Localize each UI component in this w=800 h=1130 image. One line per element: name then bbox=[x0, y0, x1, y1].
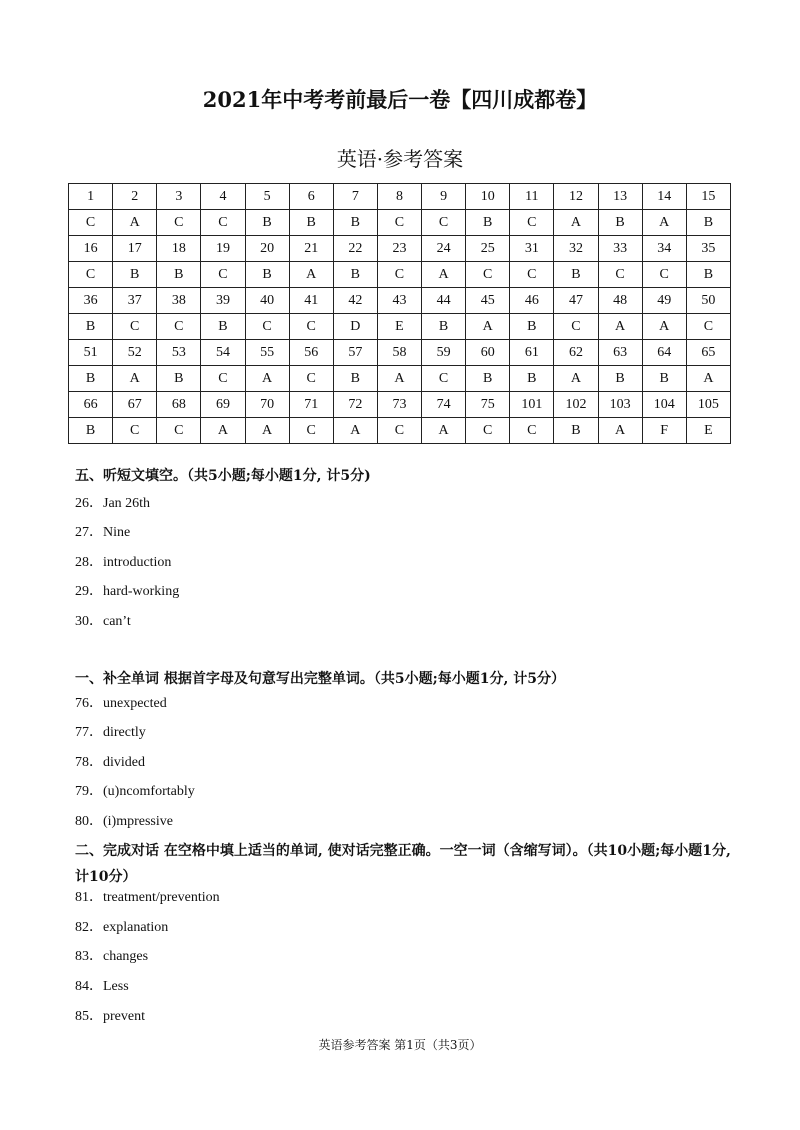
section-heading-dialogue-completion: 二、完成对话 在空格中填上适当的单词, 使对话完整正确。一空一词（含缩写词）。（共10小题;每小题1分, 计10分） bbox=[75, 843, 731, 885]
answer-cell: B bbox=[333, 262, 377, 288]
answer-cell: B bbox=[333, 366, 377, 392]
answer-cell: C bbox=[289, 314, 333, 340]
question-number-cell: 64 bbox=[642, 340, 686, 366]
question-number-cell: 46 bbox=[510, 288, 554, 314]
answer-cell: B bbox=[333, 210, 377, 236]
question-number-cell: 75 bbox=[466, 392, 510, 418]
question-number-cell: 14 bbox=[642, 184, 686, 210]
answer-row bbox=[69, 262, 731, 288]
question-number-cell: 35 bbox=[686, 236, 730, 262]
answer-table bbox=[68, 183, 731, 444]
list-item: 28．introduction bbox=[75, 555, 172, 570]
question-number-cell: 39 bbox=[201, 288, 245, 314]
question-number-cell: 1 bbox=[69, 184, 113, 210]
answer-cell: C bbox=[201, 366, 245, 392]
answer-cell: D bbox=[333, 314, 377, 340]
question-number-cell: 32 bbox=[554, 236, 598, 262]
answer-cell: B bbox=[245, 262, 289, 288]
list-item: 81．treatment/prevention bbox=[75, 890, 220, 905]
list-item: 80．(i)mpressive bbox=[75, 814, 173, 829]
answer-cell: E bbox=[686, 418, 730, 444]
answer-cell: B bbox=[598, 210, 642, 236]
question-number-cell: 54 bbox=[201, 340, 245, 366]
question-number-cell: 62 bbox=[554, 340, 598, 366]
answer-cell: C bbox=[201, 210, 245, 236]
question-number-cell: 55 bbox=[245, 340, 289, 366]
answer-cell: A bbox=[422, 418, 466, 444]
answer-cell: C bbox=[510, 210, 554, 236]
list-item: 26．Jan 26th bbox=[75, 496, 151, 511]
answer-cell: B bbox=[686, 210, 730, 236]
question-number-cell: 68 bbox=[157, 392, 201, 418]
answer-cell: A bbox=[686, 366, 730, 392]
answer-cell: A bbox=[642, 314, 686, 340]
question-number-cell: 104 bbox=[642, 392, 686, 418]
answer-cell: C bbox=[113, 418, 157, 444]
answer-cell: B bbox=[245, 210, 289, 236]
list-item: 77．directly bbox=[75, 725, 146, 740]
question-number-row bbox=[69, 184, 731, 210]
answer-cell: A bbox=[289, 262, 333, 288]
question-number-cell: 47 bbox=[554, 288, 598, 314]
question-number-cell: 57 bbox=[333, 340, 377, 366]
question-number-cell: 56 bbox=[289, 340, 333, 366]
answer-cell: A bbox=[466, 314, 510, 340]
answer-cell: A bbox=[377, 366, 421, 392]
answer-cell: C bbox=[466, 262, 510, 288]
question-number-cell: 60 bbox=[466, 340, 510, 366]
answer-row bbox=[69, 418, 731, 444]
question-number-cell: 5 bbox=[245, 184, 289, 210]
question-number-cell: 17 bbox=[113, 236, 157, 262]
answer-cell: A bbox=[245, 418, 289, 444]
answer-cell: E bbox=[377, 314, 421, 340]
answer-cell: B bbox=[69, 314, 113, 340]
question-number-cell: 34 bbox=[642, 236, 686, 262]
question-number-cell: 33 bbox=[598, 236, 642, 262]
question-number-cell: 66 bbox=[69, 392, 113, 418]
question-number-cell: 7 bbox=[333, 184, 377, 210]
answer-cell: C bbox=[157, 210, 201, 236]
question-number-cell: 12 bbox=[554, 184, 598, 210]
question-number-cell: 6 bbox=[289, 184, 333, 210]
answer-cell: C bbox=[377, 210, 421, 236]
question-number-cell: 70 bbox=[245, 392, 289, 418]
answer-cell: B bbox=[201, 314, 245, 340]
question-number-cell: 48 bbox=[598, 288, 642, 314]
question-number-cell: 61 bbox=[510, 340, 554, 366]
answer-cell: C bbox=[422, 366, 466, 392]
answer-cell: C bbox=[510, 262, 554, 288]
question-number-cell: 43 bbox=[377, 288, 421, 314]
answer-cell: B bbox=[686, 262, 730, 288]
page-footer: 英语参考答案 第1页（共3页） bbox=[318, 1038, 482, 1052]
question-number-cell: 69 bbox=[201, 392, 245, 418]
answer-cell: B bbox=[598, 366, 642, 392]
list-item: 29．hard-working bbox=[75, 584, 180, 599]
question-number-cell: 103 bbox=[598, 392, 642, 418]
answer-cell: C bbox=[245, 314, 289, 340]
question-number-cell: 3 bbox=[157, 184, 201, 210]
question-number-cell: 37 bbox=[113, 288, 157, 314]
question-number-cell: 45 bbox=[466, 288, 510, 314]
list-item: 83．changes bbox=[75, 949, 149, 964]
answer-cell: C bbox=[554, 314, 598, 340]
question-number-cell: 52 bbox=[113, 340, 157, 366]
answer-cell: C bbox=[69, 210, 113, 236]
question-number-cell: 72 bbox=[333, 392, 377, 418]
section-heading-listening: 五、听短文填空。（共5小题;每小题1分, 计5分) bbox=[75, 468, 371, 484]
answer-cell: A bbox=[113, 210, 157, 236]
list-item: 78．divided bbox=[75, 755, 145, 770]
answer-cell: C bbox=[466, 418, 510, 444]
page-subtitle: 英语·参考答案 bbox=[336, 147, 464, 171]
question-number-cell: 36 bbox=[69, 288, 113, 314]
answer-cell: A bbox=[245, 366, 289, 392]
answer-row bbox=[69, 366, 731, 392]
question-number-cell: 49 bbox=[642, 288, 686, 314]
question-number-cell: 58 bbox=[377, 340, 421, 366]
answer-cell: C bbox=[157, 418, 201, 444]
answer-cell: A bbox=[201, 418, 245, 444]
question-number-cell: 31 bbox=[510, 236, 554, 262]
answer-cell: C bbox=[686, 314, 730, 340]
question-number-cell: 9 bbox=[422, 184, 466, 210]
list-item: 76．unexpected bbox=[75, 696, 167, 711]
question-number-cell: 63 bbox=[598, 340, 642, 366]
answer-cell: B bbox=[113, 262, 157, 288]
question-number-cell: 23 bbox=[377, 236, 421, 262]
answer-cell: C bbox=[201, 262, 245, 288]
answer-cell: A bbox=[598, 418, 642, 444]
answer-row bbox=[69, 210, 731, 236]
answer-cell: A bbox=[642, 210, 686, 236]
question-number-row bbox=[69, 340, 731, 366]
answer-cell: B bbox=[422, 314, 466, 340]
answer-cell: C bbox=[422, 210, 466, 236]
answer-cell: B bbox=[69, 418, 113, 444]
question-number-cell: 41 bbox=[289, 288, 333, 314]
answer-cell: C bbox=[113, 314, 157, 340]
question-number-row bbox=[69, 288, 731, 314]
answer-cell: C bbox=[157, 314, 201, 340]
answer-cell: B bbox=[510, 366, 554, 392]
answer-cell: C bbox=[377, 418, 421, 444]
list-item: 27．Nine bbox=[75, 525, 131, 540]
answer-cell: B bbox=[510, 314, 554, 340]
answer-cell: B bbox=[554, 418, 598, 444]
question-number-row bbox=[69, 236, 731, 262]
question-number-cell: 67 bbox=[113, 392, 157, 418]
question-number-cell: 38 bbox=[157, 288, 201, 314]
question-number-cell: 10 bbox=[466, 184, 510, 210]
question-number-cell: 44 bbox=[422, 288, 466, 314]
question-number-cell: 15 bbox=[686, 184, 730, 210]
question-number-cell: 102 bbox=[554, 392, 598, 418]
question-number-cell: 51 bbox=[69, 340, 113, 366]
answer-cell: B bbox=[466, 210, 510, 236]
question-number-cell: 11 bbox=[510, 184, 554, 210]
answer-cell: C bbox=[377, 262, 421, 288]
answer-cell: F bbox=[642, 418, 686, 444]
answer-cell: B bbox=[554, 262, 598, 288]
list-item: 79．(u)ncomfortably bbox=[75, 784, 195, 799]
question-number-cell: 2 bbox=[113, 184, 157, 210]
question-number-cell: 71 bbox=[289, 392, 333, 418]
answer-cell: C bbox=[598, 262, 642, 288]
list-item: 85．prevent bbox=[75, 1009, 145, 1024]
question-number-cell: 101 bbox=[510, 392, 554, 418]
list-item: 84．Less bbox=[75, 979, 129, 994]
answer-cell: C bbox=[642, 262, 686, 288]
answer-cell: B bbox=[642, 366, 686, 392]
question-number-cell: 21 bbox=[289, 236, 333, 262]
answer-cell: A bbox=[554, 210, 598, 236]
answer-cell: A bbox=[422, 262, 466, 288]
question-number-cell: 59 bbox=[422, 340, 466, 366]
question-number-cell: 65 bbox=[686, 340, 730, 366]
answer-cell: C bbox=[289, 366, 333, 392]
question-number-cell: 19 bbox=[201, 236, 245, 262]
answer-cell: B bbox=[157, 262, 201, 288]
section-heading-word-completion: 一、补全单词 根据首字母及句意写出完整单词。（共5小题;每小题1分, 计5分） bbox=[75, 671, 566, 687]
answer-cell: B bbox=[157, 366, 201, 392]
question-number-cell: 53 bbox=[157, 340, 201, 366]
question-number-cell: 105 bbox=[686, 392, 730, 418]
question-number-cell: 42 bbox=[333, 288, 377, 314]
answer-cell: A bbox=[554, 366, 598, 392]
page-title: 2021年中考考前最后一卷【四川成都卷】 bbox=[202, 87, 598, 112]
question-number-cell: 20 bbox=[245, 236, 289, 262]
question-number-cell: 8 bbox=[377, 184, 421, 210]
question-number-cell: 40 bbox=[245, 288, 289, 314]
answer-row bbox=[69, 314, 731, 340]
question-number-cell: 16 bbox=[69, 236, 113, 262]
answer-cell: A bbox=[113, 366, 157, 392]
question-number-cell: 24 bbox=[422, 236, 466, 262]
answer-cell: C bbox=[510, 418, 554, 444]
question-number-row bbox=[69, 392, 731, 418]
answer-cell: C bbox=[289, 418, 333, 444]
question-number-cell: 74 bbox=[422, 392, 466, 418]
answer-cell: B bbox=[289, 210, 333, 236]
list-item: 30．can’t bbox=[75, 614, 131, 629]
question-number-cell: 25 bbox=[466, 236, 510, 262]
question-number-cell: 50 bbox=[686, 288, 730, 314]
answer-cell: B bbox=[69, 366, 113, 392]
answer-cell: A bbox=[333, 418, 377, 444]
answer-cell: C bbox=[69, 262, 113, 288]
answer-cell: A bbox=[598, 314, 642, 340]
question-number-cell: 4 bbox=[201, 184, 245, 210]
answer-cell: B bbox=[466, 366, 510, 392]
question-number-cell: 22 bbox=[333, 236, 377, 262]
question-number-cell: 18 bbox=[157, 236, 201, 262]
question-number-cell: 73 bbox=[377, 392, 421, 418]
question-number-cell: 13 bbox=[598, 184, 642, 210]
list-item: 82．explanation bbox=[75, 920, 169, 935]
